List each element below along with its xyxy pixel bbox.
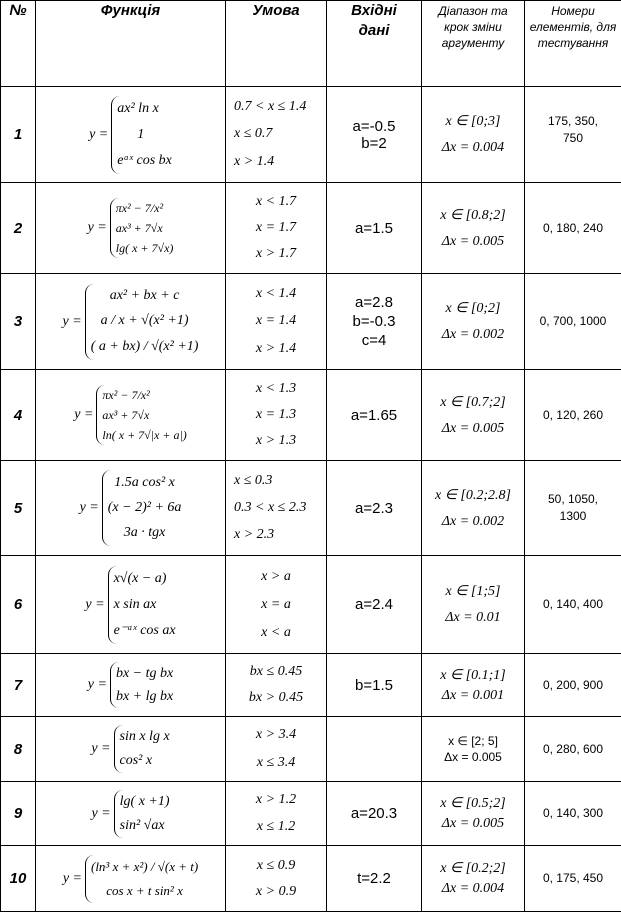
range-cell	[422, 556, 525, 654]
table-row	[1, 717, 621, 782]
input-value: b=-0.3	[352, 313, 396, 330]
header-input: Вхідні дані	[327, 1, 422, 87]
func-case: e⁻ᵃˣ cos ax	[113, 622, 176, 638]
range-step: Δx = 0.005	[441, 816, 505, 831]
condition: x = 1.4	[255, 313, 297, 329]
test-numbers: 50, 1050, 1300	[547, 492, 599, 523]
condition: x < 1.3	[255, 381, 297, 397]
table-row	[1, 654, 621, 717]
condition: x = 1.3	[255, 406, 297, 422]
range-cell	[422, 717, 525, 782]
condition: x < 1.4	[255, 286, 297, 302]
y-equals: y =	[85, 596, 105, 612]
range-step: Δx = 0.005	[441, 233, 505, 249]
test-cell	[525, 87, 621, 183]
input-value: b=1.5	[355, 676, 393, 694]
func-case: (ln³ x + x²) / √(x + t)	[90, 858, 199, 874]
condition-cell	[226, 274, 327, 370]
condition: x ≤ 0.9	[256, 857, 296, 873]
condition: x < a	[261, 624, 291, 640]
row-number: 2	[1, 183, 36, 274]
y-equals: y =	[79, 500, 99, 515]
header-row	[1, 1, 621, 87]
func-case: cos x + t sin² x	[106, 882, 183, 898]
condition: x > 1.3	[255, 432, 297, 448]
condition-cell	[226, 782, 327, 846]
table-row	[1, 556, 621, 654]
input-value: a=1.65	[350, 406, 398, 424]
input-value: a=-0.5	[352, 117, 396, 135]
func-case: (x − 2)² + 6a	[107, 499, 182, 515]
condition: x > 3.4	[255, 727, 297, 743]
range-cell	[422, 87, 525, 183]
condition-cell	[226, 717, 327, 782]
input-value: b=2	[361, 134, 387, 152]
input-cell	[327, 370, 422, 461]
table-row	[1, 87, 621, 183]
func-case: πx² − 7/x²	[115, 201, 164, 215]
range-interval: x ∈ [0;2]	[445, 301, 501, 316]
input-value: c=4	[361, 332, 387, 349]
input-value: a=2.3	[355, 499, 393, 517]
test-cell	[525, 461, 621, 556]
range-interval: x ∈ [0.8;2]	[440, 207, 506, 223]
condition: x = a	[261, 596, 291, 612]
input-cell	[327, 717, 422, 782]
test-cell	[525, 654, 621, 717]
range-cell	[422, 370, 525, 461]
condition-cell	[226, 846, 327, 912]
func-case: lg( x +1)	[119, 793, 170, 809]
row-number: 4	[1, 370, 36, 461]
condition-cell	[226, 183, 327, 274]
condition: 0.7 < x ≤ 1.4	[234, 99, 307, 115]
function-cell	[36, 461, 226, 556]
condition-cell	[226, 461, 327, 556]
func-case: a / x + √(x² +1)	[100, 313, 189, 329]
condition: x = 1.7	[255, 219, 297, 235]
range-cell	[422, 846, 525, 912]
input-cell	[327, 846, 422, 912]
test-cell	[525, 717, 621, 782]
func-case: ln( x + 7√|x + a|)	[102, 428, 187, 442]
range-step: Δx = 0.004	[441, 881, 505, 896]
input-value: a=1.5	[355, 219, 393, 237]
func-case: x sin ax	[113, 596, 157, 612]
range-interval: x ∈ [1;5]	[445, 584, 501, 599]
condition: x ≤ 0.3	[234, 473, 273, 488]
condition: 0.3 < x ≤ 2.3	[234, 500, 307, 515]
condition: x ≤ 3.4	[256, 754, 296, 770]
func-case: sin x lg x	[119, 729, 170, 744]
func-case: ax² ln x	[117, 100, 159, 116]
range-cell	[422, 461, 525, 556]
test-numbers: 0, 280, 600	[542, 741, 604, 756]
test-numbers: 0, 120, 260	[542, 407, 604, 422]
range-step: Δx = 0.005	[444, 750, 502, 764]
function-cell	[36, 183, 226, 274]
range-step: Δx = 0.01	[445, 610, 501, 625]
input-value: t=2.2	[357, 870, 391, 887]
condition: bx ≤ 0.45	[249, 663, 303, 679]
condition: bx > 0.45	[248, 690, 304, 706]
condition-cell	[226, 654, 327, 717]
range-interval: x ∈ [0.2;2]	[440, 861, 506, 876]
func-case: lg( x + 7√x)	[115, 241, 174, 255]
test-numbers: 0, 140, 400	[542, 597, 604, 611]
test-numbers: 0, 180, 240	[542, 220, 604, 235]
function-cell	[36, 556, 226, 654]
test-numbers: 0, 200, 900	[542, 677, 604, 692]
test-numbers: 0, 175, 450	[542, 871, 604, 885]
y-equals: y =	[89, 126, 109, 142]
function-cell	[36, 87, 226, 183]
test-cell	[525, 556, 621, 654]
header-no: №	[1, 1, 36, 87]
input-value: a=2.4	[355, 596, 393, 613]
y-equals: y =	[62, 870, 82, 886]
test-cell	[525, 274, 621, 370]
row-number: 3	[1, 274, 36, 370]
table-row	[1, 274, 621, 370]
condition: x > 1.4	[234, 153, 275, 169]
condition-cell	[226, 87, 327, 183]
function-cell	[36, 717, 226, 782]
table-row	[1, 782, 621, 846]
condition: x > 1.4	[255, 340, 297, 356]
function-cell	[36, 274, 226, 370]
input-cell	[327, 461, 422, 556]
condition: x > 1.7	[255, 245, 297, 261]
func-case: ax² + bx + c	[109, 288, 180, 304]
y-equals: y =	[91, 805, 111, 821]
y-equals: y =	[91, 741, 111, 756]
range-interval: x ∈ [0.5;2]	[440, 796, 506, 811]
header-test: Номери елементів, для тестування	[525, 1, 621, 87]
y-equals: y =	[62, 313, 82, 329]
range-step: Δx = 0.004	[441, 140, 505, 155]
func-case: ( a + bx) / √(x² +1)	[90, 338, 199, 354]
condition: x > 1.2	[255, 792, 297, 807]
input-cell	[327, 183, 422, 274]
y-equals: y =	[87, 220, 107, 235]
test-cell	[525, 370, 621, 461]
input-cell	[327, 556, 422, 654]
row-number: 1	[1, 87, 36, 183]
input-cell	[327, 274, 422, 370]
condition: x > 0.9	[255, 883, 297, 899]
range-interval: x ∈ [0;3]	[445, 114, 501, 129]
condition: x > a	[261, 568, 291, 584]
test-cell	[525, 846, 621, 912]
condition: x < 1.7	[255, 194, 297, 210]
func-case: 1.5a cos² x	[114, 474, 175, 490]
range-cell	[422, 782, 525, 846]
condition: x ≤ 0.7	[234, 126, 273, 142]
range-step: Δx = 0.002	[441, 513, 505, 529]
row-number: 6	[1, 556, 36, 654]
range-cell	[422, 654, 525, 717]
func-case: 3a · tgx	[123, 525, 166, 541]
y-equals: y =	[87, 677, 107, 692]
condition-cell	[226, 370, 327, 461]
table-row	[1, 370, 621, 461]
table-row	[1, 461, 621, 556]
range-interval: x ∈ [0.1;1]	[440, 667, 506, 683]
input-value: a=20.3	[350, 805, 398, 822]
row-number: 7	[1, 654, 36, 717]
range-interval: x ∈ [0.2;2.8]	[435, 487, 511, 503]
header-condition: Умова	[226, 1, 327, 87]
condition-cell	[226, 556, 327, 654]
range-step: Δx = 0.002	[441, 327, 505, 342]
test-numbers: 0, 140, 300	[542, 806, 604, 820]
row-number: 9	[1, 782, 36, 846]
func-case: ax³ + 7√x	[102, 408, 150, 422]
func-case: eᵃˣ cos bx	[117, 152, 172, 168]
range-step: Δx = 0.001	[441, 687, 505, 703]
test-numbers: 175, 350, 750	[547, 114, 599, 145]
test-cell	[525, 183, 621, 274]
y-equals: y =	[74, 407, 94, 422]
row-number: 5	[1, 461, 36, 556]
func-case: 1	[137, 126, 145, 142]
function-cell	[36, 370, 226, 461]
range-cell	[422, 274, 525, 370]
func-case: sin² √ax	[119, 817, 165, 833]
func-case: ax³ + 7√x	[115, 221, 163, 235]
range-interval: x ∈ [0.7;2]	[440, 394, 506, 410]
input-cell	[327, 782, 422, 846]
function-cell	[36, 782, 226, 846]
range-step: Δx = 0.005	[441, 420, 505, 436]
range-cell	[422, 183, 525, 274]
func-case: x√(x − a)	[113, 570, 167, 586]
test-cell	[525, 782, 621, 846]
row-number: 10	[1, 846, 36, 912]
func-case: πx² − 7/x²	[102, 388, 150, 402]
header-range: Діапазон та крок зміни аргументу	[422, 1, 525, 87]
func-case: bx − tg bx	[115, 665, 174, 681]
input-value: a=2.8	[355, 294, 393, 311]
range-interval: x ∈ [2; 5]	[448, 734, 498, 748]
function-cell	[36, 846, 226, 912]
input-cell	[327, 87, 422, 183]
condition: x ≤ 1.2	[256, 819, 296, 834]
condition: x > 2.3	[234, 527, 275, 542]
table-row	[1, 846, 621, 912]
test-numbers: 0, 700, 1000	[539, 314, 607, 328]
row-number: 8	[1, 717, 36, 782]
func-case: cos² x	[119, 753, 153, 768]
func-case: bx + lg bx	[115, 688, 174, 704]
header-function: Функція	[36, 1, 226, 87]
input-cell	[327, 654, 422, 717]
function-cell	[36, 654, 226, 717]
table-row	[1, 183, 621, 274]
